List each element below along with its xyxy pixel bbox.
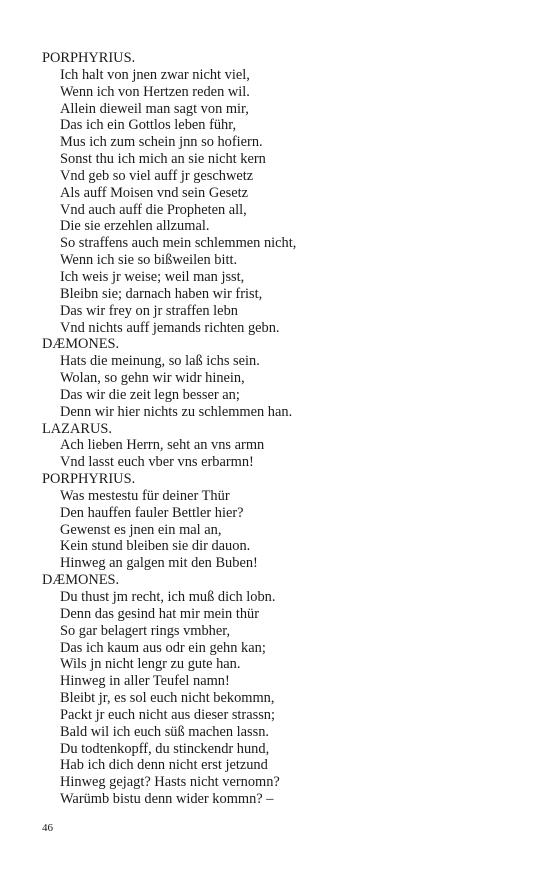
verse-line: Wolan, so gehn wir widr hinein, bbox=[60, 370, 245, 387]
speaker-name: PORPHYRIUS. bbox=[42, 50, 136, 66]
verse-line: Vnd nichts auff jemands richten gebn. bbox=[60, 319, 280, 336]
verse-line: Packt jr euch nicht aus dieser strassn; bbox=[60, 706, 276, 723]
speaker-name: DÆMONES. bbox=[42, 572, 120, 589]
verse-line: Vnd auch auff die Propheten all, bbox=[60, 201, 247, 218]
verse-line: Denn das gesind hat mir mein thür bbox=[60, 605, 260, 622]
verse-line: Warümb bistu denn wider kommn? – bbox=[60, 791, 274, 808]
verse-line: Sonst thu ich mich an sie nicht kern bbox=[60, 151, 266, 168]
verse-line: Was mestestu für deiner Thür bbox=[60, 487, 230, 504]
verse-line: Hab ich dich denn nicht erst jetzund bbox=[60, 757, 268, 774]
verse-line: Wenn ich sie so bißweilen bitt. bbox=[60, 252, 238, 269]
page-number: 46 bbox=[42, 822, 53, 834]
verse-line: Ach lieben Herrn, seht an vns armn bbox=[60, 437, 265, 454]
verse-line: Bleibn sie; darnach haben wir frist, bbox=[60, 285, 263, 302]
verse-line: Als auff Moisen vnd sein Gesetz bbox=[60, 184, 248, 201]
play-text bbox=[42, 50, 522, 808]
verse-line: Das ich ein Gottlos leben führ, bbox=[60, 117, 237, 134]
verse-line: Hinweg in aller Teufel namn! bbox=[60, 673, 230, 690]
verse-line: Wils jn nicht lengr zu gute han. bbox=[60, 656, 241, 673]
verse-line: Vnd lasst euch vber vns erbarmn! bbox=[60, 454, 254, 471]
verse-line: Den hauffen fauler Bettler hier? bbox=[60, 504, 244, 521]
verse-line: Bleibt jr, es sol euch nicht bekommn, bbox=[60, 690, 275, 707]
verse-line: So gar belagert rings vmbher, bbox=[60, 622, 231, 639]
verse-line: Gewenst es jnen ein mal an, bbox=[60, 521, 222, 538]
verse-line: Hats die meinung, so laß ichs sein. bbox=[60, 353, 260, 370]
verse-line: Hinweg gejagt? Hasts nicht vernomn? bbox=[60, 774, 280, 791]
verse-line: Wenn ich von Hertzen reden wil. bbox=[60, 83, 250, 100]
speaker-name: PORPHYRIUS. bbox=[42, 471, 136, 488]
verse-line: Das wir die zeit legn besser an; bbox=[60, 386, 240, 403]
verse-line: Hinweg an galgen mit den Buben! bbox=[60, 555, 258, 572]
verse-line: Das wir frey on jr straffen lebn bbox=[60, 302, 238, 319]
verse-line: Bald wil ich euch süß machen lassn. bbox=[60, 723, 270, 740]
verse-line: Du todtenkopff, du stinckendr hund, bbox=[60, 740, 270, 757]
verse-line: Die sie erzehlen allzumal. bbox=[60, 218, 210, 235]
verse-line: Kein stund bleiben sie dir dauon. bbox=[60, 538, 251, 555]
verse-line: Ich halt von jnen zwar nicht viel, bbox=[60, 66, 250, 83]
verse-line: Du thust jm recht, ich muß dich lobn. bbox=[60, 589, 276, 605]
verse-line: Denn wir hier nichts zu schlemmen han. bbox=[60, 403, 293, 420]
verse-line: So straffens auch mein schlemmen nicht, bbox=[60, 235, 297, 252]
verse-line: Allein dieweil man sagt von mir, bbox=[60, 100, 249, 117]
verse-line: Das ich kaum aus odr ein gehn kan; bbox=[60, 639, 266, 656]
speaker-name: DÆMONES. bbox=[42, 336, 120, 353]
verse-line: Vnd geb so viel auff jr geschwetz bbox=[60, 167, 254, 184]
verse-line: Ich weis jr weise; weil man jsst, bbox=[60, 268, 245, 285]
speaker-name: LAZARUS. bbox=[42, 420, 112, 437]
verse-line: Mus ich zum schein jnn so hofiern. bbox=[60, 134, 263, 151]
